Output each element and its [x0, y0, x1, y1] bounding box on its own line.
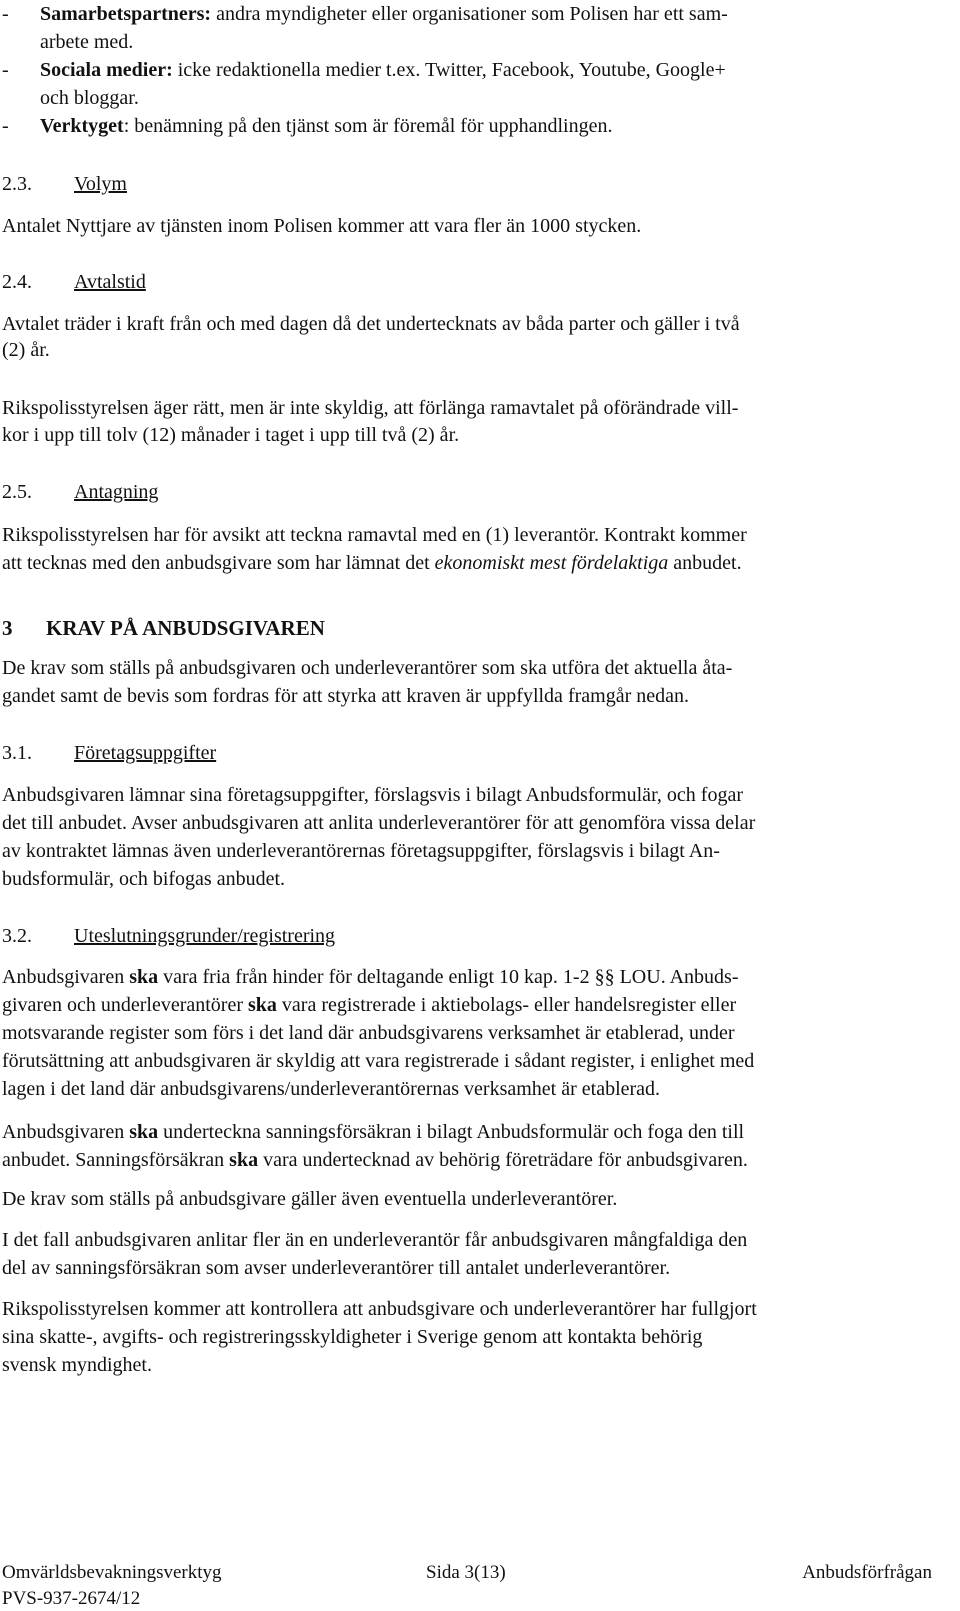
paragraph: De krav som ställs på anbudsgivare gäller även eventuella underleverantörer.	[2, 1188, 618, 1210]
list-item-continuation: och bloggar.	[40, 87, 139, 109]
bold-text: ska	[129, 1121, 159, 1143]
paragraph-line: lagen i det land där anbudsgivarens/underleverantörernas verksamhet är etablerad.	[2, 1078, 661, 1100]
list-item-continuation: arbete med.	[40, 31, 134, 53]
list-dash: -	[2, 3, 9, 25]
paragraph-line: gandet samt de bevis som fordras för att styrka att kraven är uppfyllda framgår nedan.	[2, 685, 689, 707]
text-run: anbudet.	[668, 552, 742, 574]
list-term: Samarbetspartners:	[40, 3, 212, 25]
section-heading-volym: Volym	[74, 173, 127, 195]
section-number: 2.5.	[2, 481, 32, 503]
paragraph-line: Avtalet träder i kraft från och med dagen då det undertecknats av båda parter och gäller i två	[2, 313, 740, 335]
paragraph-line: (2) år.	[2, 339, 50, 361]
text-run: vara undertecknad av behörig företrädare för anbudsgivaren.	[258, 1149, 748, 1171]
section-heading-antagning: Antagning	[74, 481, 159, 503]
paragraph-line: av kontraktet lämnas även underleverantörernas företagsuppgifter, förslagsvis i bilagt An-	[2, 840, 720, 862]
paragraph-line	[2, 1118, 932, 1146]
footer-document-type: Anbudsförfrågan	[802, 1562, 932, 1583]
list-text: : benämning på den tjänst som är föremål för upphandlingen.	[123, 115, 613, 137]
paragraph-line	[2, 991, 932, 1019]
footer-document-title: Omvärldsbevakningsverktyg	[2, 1562, 222, 1583]
list-dash: -	[2, 59, 9, 81]
paragraph-line: kor i upp till tolv (12) månader i taget i upp till två (2) år.	[2, 424, 460, 446]
list-item	[40, 112, 612, 140]
paragraph-line: Rikspolisstyrelsen äger rätt, men är inte skyldig, att förlänga ramavtalet på oförändrade vill-	[2, 397, 739, 419]
list-item	[40, 0, 728, 28]
paragraph-line: svensk myndighet.	[2, 1354, 152, 1376]
section-number: 3.1.	[2, 742, 32, 764]
text-run: underteckna sanningsförsäkran i bilagt Anbudsformulär och foga den till	[158, 1121, 745, 1143]
section-number: 2.4.	[2, 271, 32, 293]
emphasized-text: ekonomiskt mest fördelaktiga	[434, 552, 669, 574]
page-footer	[2, 1561, 932, 1607]
bold-text: ska	[229, 1149, 259, 1171]
footer-page-number: Sida 3(13)	[426, 1562, 506, 1583]
paragraph-line	[2, 963, 932, 991]
paragraph-line: Rikspolisstyrelsen har för avsikt att teckna ramavtal med en (1) leverantör. Kontrakt kommer	[2, 524, 747, 546]
paragraph-line	[2, 549, 932, 577]
paragraph-line: förutsättning att anbudsgivaren är skyldig att vara registrerade i sådant register, i enlighet med	[2, 1050, 755, 1072]
chapter-number: 3	[2, 616, 13, 640]
paragraph-line: motsvarande register som förs i det land där anbudsgivarens verksamhet är etablerad, under	[2, 1022, 735, 1044]
paragraph-line: I det fall anbudsgivaren anlitar fler än en underleverantör får anbudsgivaren mångfaldiga den	[2, 1229, 748, 1251]
list-text: andra myndigheter eller organisationer som Polisen har ett sam-	[211, 3, 728, 25]
section-heading-avtalstid: Avtalstid	[74, 271, 146, 293]
bold-text: ska	[248, 994, 277, 1016]
paragraph-line: del av sanningsförsäkran som avser underleverantörer till antalet underleverantörer.	[2, 1257, 671, 1279]
list-term: Sociala medier:	[40, 59, 173, 81]
list-item	[40, 56, 726, 84]
paragraph-line: De krav som ställs på anbudsgivaren och underleverantörer som ska utföra det aktuella åta-	[2, 657, 733, 679]
paragraph-line: Rikspolisstyrelsen kommer att kontrollera att anbudsgivare och underleverantörer har fullgjort	[2, 1298, 757, 1320]
chapter-heading: KRAV PÅ ANBUDSGIVAREN	[46, 616, 325, 640]
section-heading-foretagsuppgifter: Företagsuppgifter	[74, 742, 217, 764]
text-run: givaren och underleverantörer	[2, 994, 248, 1016]
list-dash: -	[2, 115, 9, 137]
paragraph-line	[2, 1146, 932, 1174]
paragraph-line: budsformulär, och bifogas anbudet.	[2, 868, 286, 890]
text-run: vara registrerade i aktiebolags- eller handelsregister eller	[276, 994, 737, 1016]
text-run: Anbudsgivaren	[2, 966, 130, 988]
paragraph-line: sina skatte-, avgifts- och registreringsskyldigheter i Sverige genom att kontakta behörig	[2, 1326, 703, 1348]
section-number: 2.3.	[2, 173, 32, 195]
bold-text: ska	[129, 966, 159, 988]
paragraph-line: det till anbudet. Avser anbudsgivaren att anlita underleverantörer för att genomföra vissa delar	[2, 812, 756, 834]
paragraph-line: Anbudsgivaren lämnar sina företagsuppgifter, förslagsvis i bilagt Anbudsformulär, och fogar	[2, 784, 743, 806]
list-term: Verktyget	[40, 115, 124, 137]
text-run: Anbudsgivaren	[2, 1121, 130, 1143]
list-text: icke redaktionella medier t.ex. Twitter, Facebook, Youtube, Google+	[172, 59, 726, 81]
footer-reference-number: PVS-937-2674/12	[2, 1588, 141, 1609]
section-number: 3.2.	[2, 925, 32, 947]
text-run: att tecknas med den anbudsgivare som har lämnat det	[2, 552, 435, 574]
section-heading-uteslutningsgrunder: Uteslutningsgrunder/registrering	[74, 925, 336, 947]
text-run: vara fria från hinder för deltagande enligt 10 kap. 1-2 §§ LOU. Anbuds-	[158, 966, 739, 988]
text-run: anbudet. Sanningsförsäkran	[2, 1149, 230, 1171]
paragraph: Antalet Nyttjare av tjänsten inom Polisen kommer att vara fler än 1000 stycken.	[2, 215, 642, 237]
